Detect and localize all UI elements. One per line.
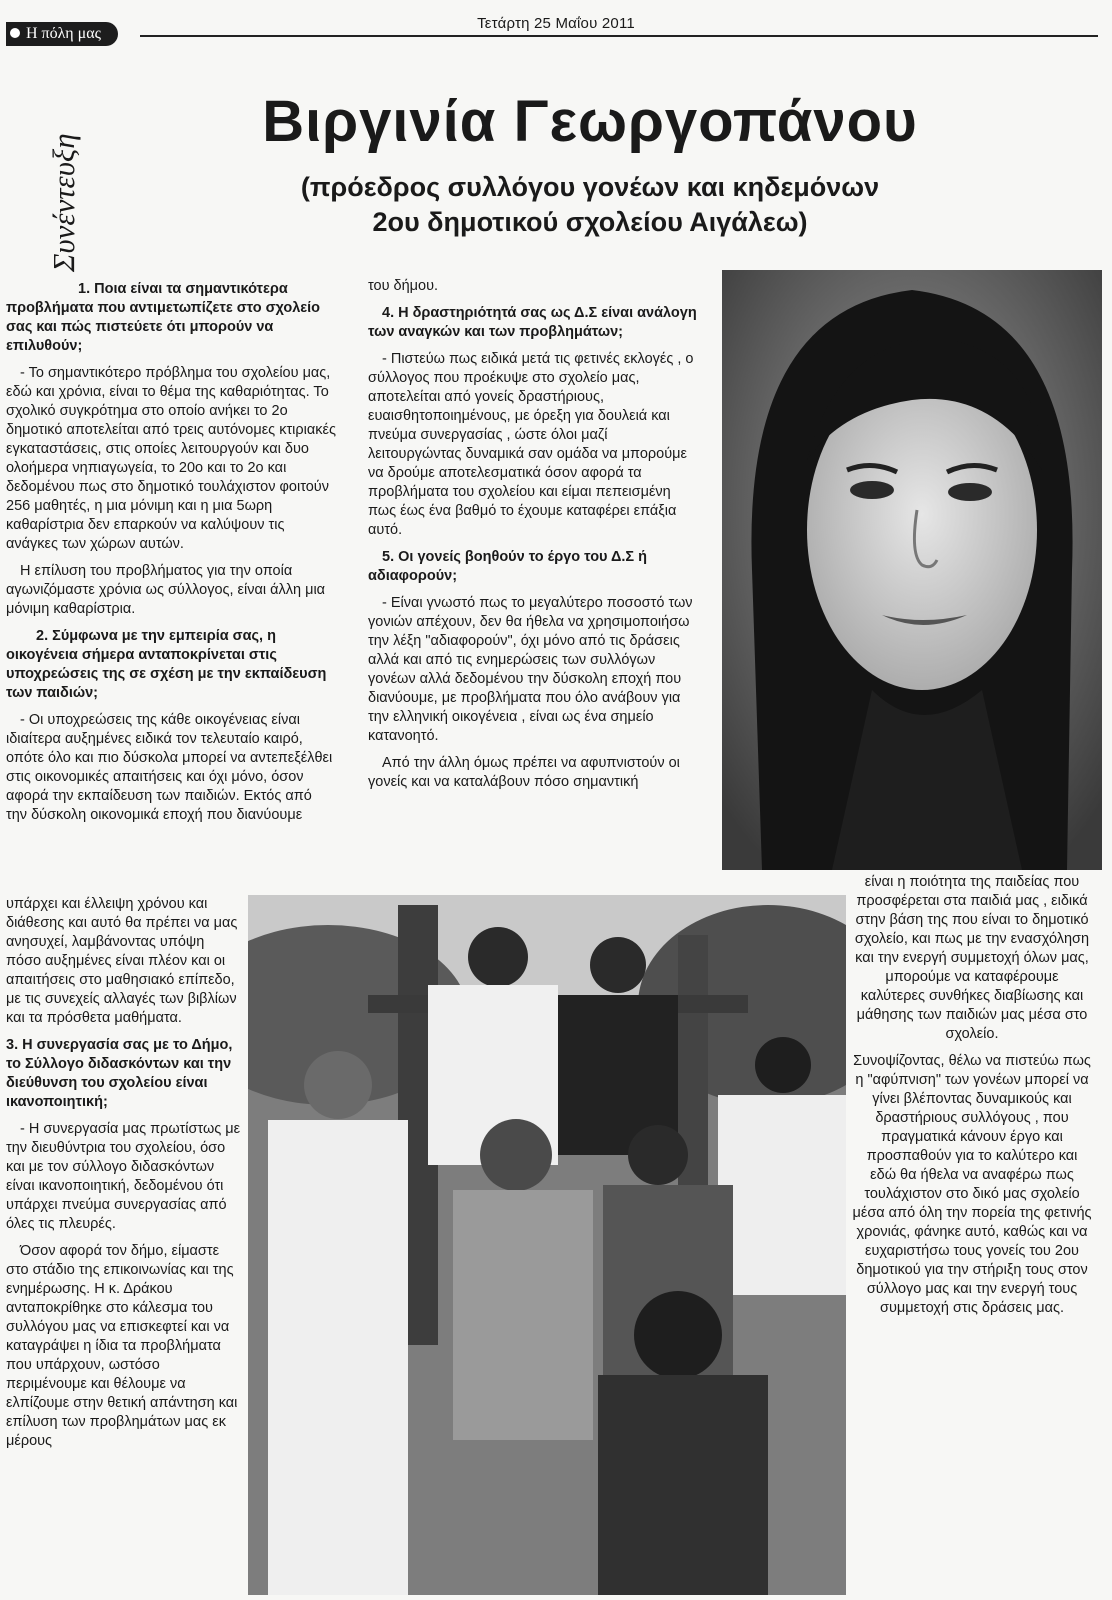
article-column-1	[6, 280, 336, 825]
answer-5-paragraph-3: Συνοψίζοντας, θέλω να πιστεύω πως η "αφύπνιση" των γονέων μπορεί να γίνει βλέποντας δυναμικούς και δραστήριους συλλόγους , που πραγματικά κάνουν έργο και προσπαθούν για το καλύτερο και εδώ θα ήθελα να αναφέρω πως τουλάχιστον στο δικό μας σχολείο μέσα από όλη την πορεία της φετινής χρονιάς, φάνηκε αυτό, καθώς και να ευχαριστήσω τους γονείς του 2ου δημοτικού για την στήριξη τους στον σύλλογο μας και την ενεργή τους συμμετοχή στις δράσεις μας.	[852, 1053, 1092, 1316]
answer-4: - Πιστεύω πως ειδικά μετά τις φετινές εκλογές , ο σύλλογος που προέκυψε στο σχολείο μας, αποτελείται από γονείς δραστήριους, ευαισθητοποιημένους, με όρεξη για δουλειά και πνεύμα συνεργασίας , ώστε όλοι μαζί λειτουργώντας δυναμικά σαν ομάδα να μπορούμε να δρούμε αποτελεσματικά όσον αφορά τα προβλήματα του σχολείου και είμαι πεπεισμένη πως έως ένα βαθμό το έχουμε καταφέρει επάξια αυτό.	[368, 351, 694, 538]
answer-5-paragraph-1: - Είναι γνωστό πως το μεγαλύτερο ποσοστό των γονιών απέχουν, δεν θα ήθελα να χρησιμοποιήσω την λέξη "αδιαφορούν", όχι μόνο από τις δράσεις αλλά και από τις ενημερώσεις των συλλόγων γονέων αλλά δεδομένου την δύσκολη εποχή που διανύουμε, με προβλήματα που όλο ανάβουν για την ελληνική οικογένεια , είναι ως ένα σημείο κατανοητό.	[368, 595, 693, 744]
answer-3-paragraph-2: Όσον αφορά τον δήμο, είμαστε στο στάδιο της επικοινωνίας και της ενημέρωσης. Η κ. Δράκου ανταποκρίθηκε στο κάλεσμα του συλλόγου μας να επισκεφτεί και να καταγράψει η ίδια τα προβλήματα που υπάρχουν, ωστόσο περιμένουμε και θέλουμε να ελπίζουμε στην θετική απάντηση και επίλυση των προβλημάτων μας εκ μέρους	[6, 1243, 238, 1449]
subtitle-line-1: (πρόεδρος συλλόγου γονέων και κηδεμόνων	[300, 172, 880, 202]
article-column-3	[852, 873, 1092, 1326]
question-3: 3. Η συνεργασία σας με το Δήμο, το Σύλλογο διδασκόντων και την διεύθυνση του σχολείου είναι ικανοποιητική;	[6, 1037, 233, 1110]
subtitle-line-2: 2ου δημοτικού σχολείου Αιγάλεω)	[372, 207, 808, 237]
article-column-1-lower	[6, 895, 242, 1451]
issue-date: Τετάρτη 25 Μαΐου 2011	[477, 15, 635, 32]
portrait-photo	[722, 270, 1102, 870]
group-photo	[248, 895, 846, 1595]
vertical-section-label	[4, 72, 81, 272]
group-photo-illustration	[248, 895, 846, 1595]
answer-2-paragraph-1: - Οι υποχρεώσεις της κάθε οικογένειας είναι ιδιαίτερα αυξημένες ειδικά τον τελευταίο καιρό, οπότε όλο και πιο δύσκολα μπορεί να αντεπεξέλθει στις οικονομικές απαιτήσεις και όχι μόνο, όσον αφορά την εκπαίδευση των παιδιών. Εκτός από την δύσκολη οικονομικά εποχή που διανύουμε	[6, 712, 333, 823]
vertical-label-text: Συνέντευξη	[46, 133, 81, 272]
answer-1-paragraph-1: - Το σημαντικότερο πρόβλημα του σχολείου μας, εδώ και χρόνια, είναι το θέμα της καθαριότητας. Το σχολικό συγκρότημα στο οποίο ανήκει το 2ο δημοτικό αποτελείται από τρεις αυτόνομες κτιριακές εγκαταστάσεις, στις οποίες λειτουργούν και δυο ολοήμερα νηπιαγωγεία, το 20ο και το 2ο και δεδομένου πως στο δημοτικό τουλάχιστον φοιτούν 256 μαθητές, η μια μόνιμη και η μια 5ωρη καθαρίστρια δεν επαρκούν να καλύψουν τις ανάγκες των χώρων αυτών.	[6, 365, 336, 552]
portrait-illustration	[722, 270, 1102, 870]
answer-5-paragraph-2-start: Από την άλλη όμως πρέπει να αφυπνιστούν οι γονείς και να καταλάβουν πόσο σημαντική	[368, 755, 680, 790]
article-column-2	[368, 277, 698, 800]
question-2: 2. Σύμφωνα με την εμπειρία σας, η οικογένεια σήμερα ανταποκρίνεται στις υποχρεώσεις της σε σχέση με την εκπαίδευση των παιδιών;	[6, 628, 327, 701]
subtitle	[150, 170, 1030, 240]
question-5: 5. Οι γονείς βοηθούν το έργο του Δ.Σ ή αδιαφορούν;	[368, 549, 648, 584]
headline: Βιργινία Γεωργοπάνου	[262, 89, 918, 154]
answer-3-paragraph-1: - Η συνεργασία μας πρωτίστως με την διευθύντρια του σχολείου, όσο και με τον σύλλογο διδασκόντων είναι ικανοποιητική, δεδομένου ότι υπάρχει πνεύμα συνεργασίας από όλες τις πλευρές.	[6, 1121, 241, 1232]
question-1: 1. Ποια είναι τα σημαντικότερα προβλήματα που αντιμετωπίζετε στο σχολείο σας και πώς πιστεύετε ότι μπορούν να επιλυθούν;	[6, 281, 321, 354]
masthead-rule	[140, 35, 1098, 37]
section-name: Η πόλη μας	[26, 25, 101, 42]
question-4: 4. Η δραστηριότητά σας ως Δ.Σ είναι ανάλογη των αναγκών και των προβλημάτων;	[368, 305, 697, 340]
answer-1-paragraph-2: Η επίλυση του προβλήματος για την οποία αγωνιζόμαστε χρόνια ως σύλλογος, είναι άλλη μια μόνιμη καθαρίστρια.	[6, 563, 326, 617]
answer-2-continued: υπάρχει και έλλειψη χρόνου και διάθεσης και αυτό θα πρέπει να μας ανησυχεί, λαμβάνοντας υπόψη πόσο αυξημένες είναι πλέον και οι απαιτήσεις στο μαθησιακό επίπεδο, με τις συνεχείς αλλαγές των βιβλίων και τα πρόσθετα μαθήματα.	[6, 896, 238, 1026]
answer-5-paragraph-2-continued: είναι η ποιότητα της παιδείας που προσφέρεται στα παιδιά μας , ειδικά στην βάση της που είναι το δημοτικό σχολείο, και πως με την ενασχόληση και την ενεργή συμμετοχή όλων μας, μπορούμε να καταφέρουμε καλύτερες συνθήκες διαβίωσης και μάθησης των παιδιών μας μέσα στο σχολείο.	[854, 874, 1090, 1042]
answer-3-end: του δήμου.	[368, 278, 439, 294]
